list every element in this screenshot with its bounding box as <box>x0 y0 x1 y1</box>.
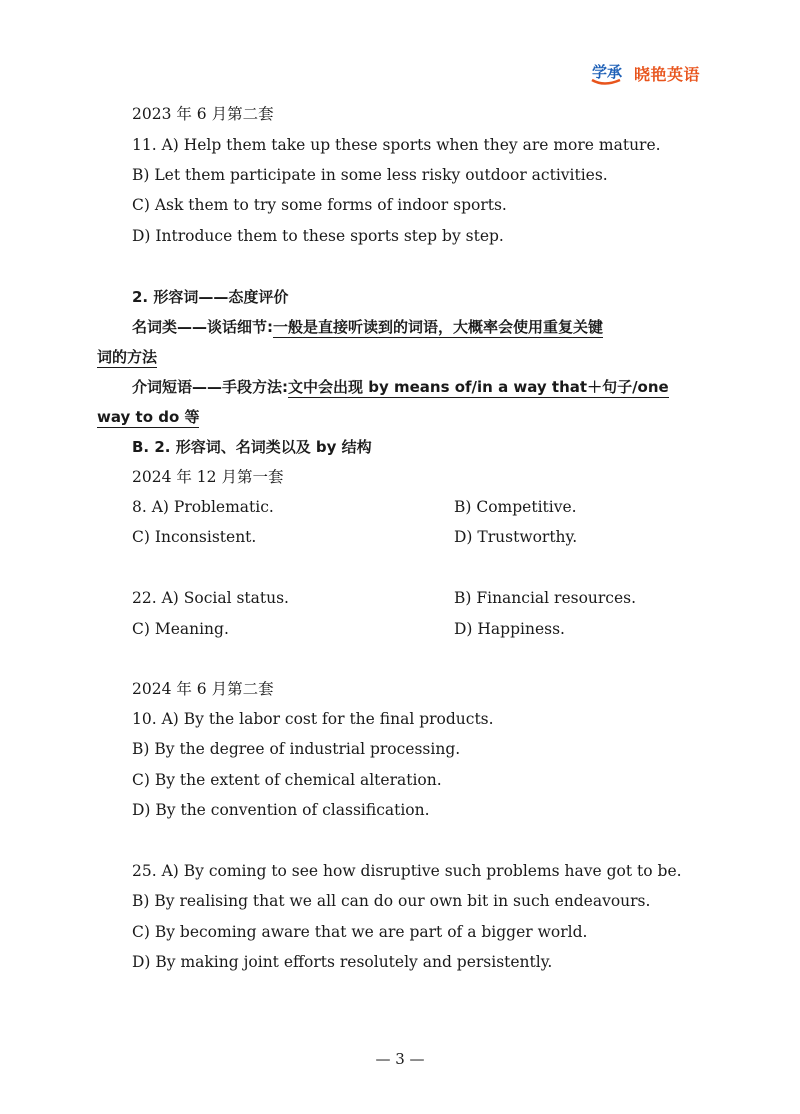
set-label: 2023 年 6 月第二套 <box>132 105 274 123</box>
brand-logo <box>590 60 700 86</box>
question-22-option-c: C) Meaning. <box>132 620 229 638</box>
question-8-option-a: 8. A) Problematic. <box>132 498 274 516</box>
question-22-option-b: B) Financial resources. <box>454 589 637 607</box>
question-10-option-a: 10. A) By the labor cost for the final products. <box>132 710 494 728</box>
question-11-option-a: 11. A) Help them take up these sports when they are more mature. <box>132 136 661 154</box>
logo-text: 晓艳英语 <box>634 64 701 84</box>
question-8-option-b: B) Competitive. <box>454 498 577 516</box>
prep-rule-cont <box>97 407 199 427</box>
question-25-option-a: 25. A) By coming to see how disruptive such problems have got to be. <box>132 862 682 880</box>
prep-rule-text: 文中会出现 by means of/in a way that＋句子/one <box>288 378 669 396</box>
noun-rule-cont <box>97 347 157 367</box>
question-11-option-c: C) Ask them to try some forms of indoor sports. <box>132 196 507 214</box>
question-8-option-d: D) Trustworthy. <box>454 528 578 546</box>
noun-rule-text: 一般是直接听读到的词语，大概率会使用重复关键 <box>273 318 604 336</box>
set-label: 2024 年 12 月第一套 <box>132 468 284 486</box>
question-22-option-a: 22. A) Social status. <box>132 589 289 607</box>
question-25-option-d: D) By making joint efforts resolutely and persistently. <box>132 953 553 971</box>
noun-rule-text-cont: 词的方法 <box>97 348 158 366</box>
noun-rule <box>132 317 603 337</box>
subsection-title: B. 2. 形容词、名词类以及 by 结构 <box>132 438 372 456</box>
question-8-option-c: C) Inconsistent. <box>132 528 257 546</box>
section-title: 2. 形容词——态度评价 <box>132 288 289 306</box>
question-22-option-d: D) Happiness. <box>454 620 565 638</box>
question-11-option-b: B) Let them participate in some less risky outdoor activities. <box>132 166 608 184</box>
prep-rule-text-cont: way to do 等 <box>97 408 200 426</box>
question-25-option-b: B) By realising that we all can do our own bit in such endeavours. <box>132 892 651 910</box>
noun-rule-label: 名词类——谈话细节: <box>132 318 273 336</box>
question-10-option-d: D) By the convention of classification. <box>132 801 430 819</box>
logo-mark-icon <box>590 60 630 86</box>
prep-rule-label: 介词短语——手段方法: <box>132 378 288 396</box>
question-10-option-c: C) By the extent of chemical alteration. <box>132 771 442 789</box>
prep-rule <box>132 377 669 397</box>
question-25-option-c: C) By becoming aware that we are part of a bigger world. <box>132 923 588 941</box>
question-11-option-d: D) Introduce them to these sports step by step. <box>132 227 504 245</box>
logo-mark-text: 学承 <box>592 63 623 81</box>
page-number: — 3 — <box>375 1050 425 1068</box>
question-10-option-b: B) By the degree of industrial processing. <box>132 740 461 758</box>
set-label: 2024 年 6 月第二套 <box>132 680 274 698</box>
